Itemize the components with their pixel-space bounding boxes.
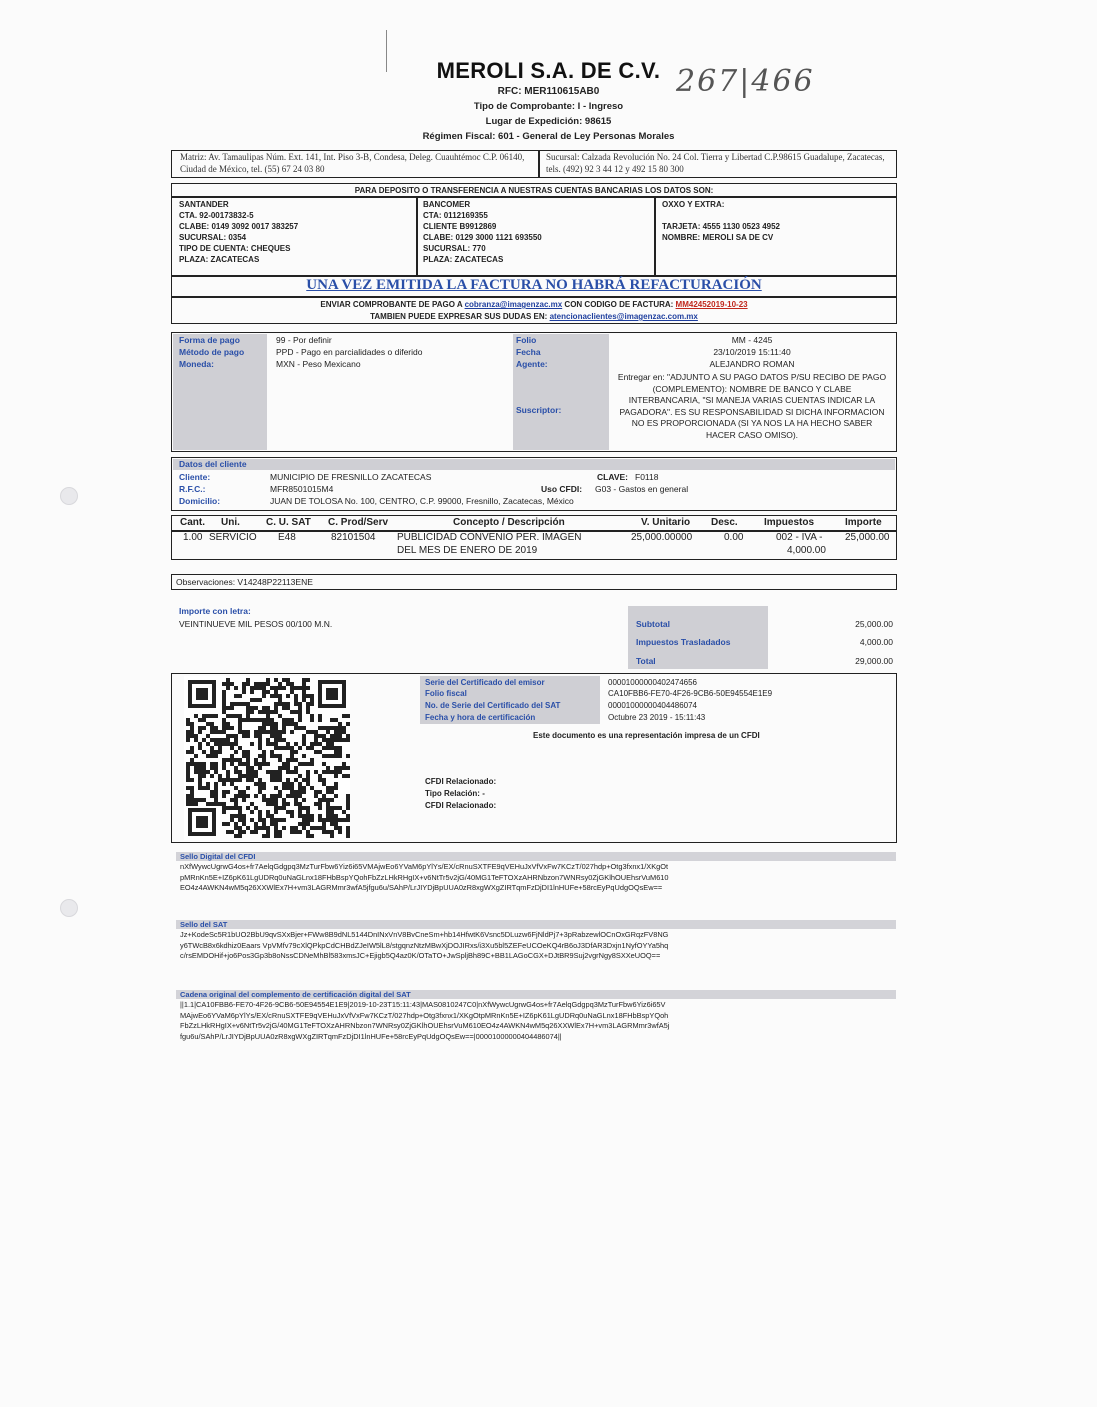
item-cusat: E48 [278,532,296,543]
folio-value: MM - 4245 [731,335,773,345]
col-header-concepto: Concepto / Descripción [453,517,565,528]
bank-title: PARA DEPOSITO O TRANSFERENCIA A NUESTRAS CUENTAS BANCARIAS LOS DATOS SON: [354,186,714,195]
company-name: MEROLI S.A. DE C.V. [436,58,661,83]
col-header-uni: Uni. [221,517,240,528]
domicilio-label: Domicilio: [179,496,221,506]
agente-value: ALEJANDRO ROMAN [709,359,795,369]
cobranza-email-link[interactable]: cobranza@imagenzac.mx [464,300,563,309]
qr-code [184,676,350,840]
folio-label: Folio [516,335,537,345]
importe-letra: VEINTINUEVE MIL PESOS 00/100 M.N. [179,619,333,629]
sello-cfdi-label: Sello Digital del CFDI [176,852,896,861]
subtotal-value: 25,000.00 [855,619,893,629]
fecha-cert-value: Octubre 23 2019 - 15:11:43 [608,713,706,722]
metodo-pago-value: PPD - Pago en parcialidades o diferido [276,347,423,357]
cadena-original-label: Cadena original del complemento de certificación digital del SAT [176,990,896,999]
moneda-label: Moneda: [179,359,214,369]
item-importe: 25,000.00 [845,532,890,543]
bank-bancomer: BANCOMER CTA: 0112169355 CLIENTE B9912869 CLABE: 0129 3000 1121 693550 SUCURSAL: 770 PLAZA: ZACATECAS [423,200,542,264]
item-impuesto-1: 002 - IVA - [776,532,823,543]
punch-hole [60,899,78,917]
folio-fiscal-label: Folio fiscal [425,689,467,698]
fecha-label: Fecha [516,347,541,357]
sucursal-address: Sucursal: Calzada Revolución No. 24 Col. Tierra y Libertad C.P.98615 Guadalupe, Zacatecas, tels. (492) 92 3 44 12 y 492 15 80 300 [546,152,885,174]
total-value: 29,000.00 [855,656,893,666]
clave-value: F0118 [635,472,659,482]
suscriptor-label: Suscriptor: [516,405,562,415]
sello-sat-label: Sello del SAT [176,920,896,929]
impuestos-label: Impuestos Trasladados [636,637,731,647]
notice-line-1: ENVIAR COMPROBANTE DE PAGO A cobranza@imagenzac.mx CON CODIGO DE FACTURA: MM42452019-10-23 [320,300,748,309]
serie-emisor-value: 00001000000402474656 [608,678,697,687]
importe-letra-label: Importe con letra: [179,606,251,616]
item-concepto-1: PUBLICIDAD CONVENIO PER. IMAGEN [397,532,582,543]
cfdi-representacion: Este documento es una representación impresa de un CFDI [533,731,760,740]
lugar-expedicion: Lugar de Expedición: 98615 [485,116,612,127]
serie-sat-value: 00001000000404486074 [608,701,697,710]
col-header-desc: Desc. [711,517,738,528]
col-header-prod: C. Prod/Serv [328,517,389,528]
observaciones: Observaciones: V14248P22113ENE [176,577,313,587]
impuestos-value: 4,000.00 [859,637,893,647]
moneda-value: MXN - Peso Mexicano [276,359,361,369]
bank-santander: SANTANDER CTA. 92-00173832-5 CLABE: 0149 3092 0017 383257 SUCURSAL: 0354 TIPO DE CUENTA: CHEQUES PLAZA: ZACATECAS [179,200,299,264]
cfdi-relacionado-2: CFDI Relacionado: [425,801,497,810]
no-refacturacion-warning: UNA VEZ EMITIDA LA FACTURA NO HABRÁ REFACTURACIÓN [306,277,762,293]
cliente-value: MUNICIPIO DE FRESNILLO ZACATECAS [270,472,432,482]
rfc-value: MFR8501015M4 [270,484,334,494]
domicilio-value: JUAN DE TOLOSA No. 100, CENTRO, C.P. 99000, Fresnillo, Zacatecas, México [270,496,574,506]
tipo-comprobante: Tipo de Comprobante: I - Ingreso [473,101,624,112]
cfdi-relacionado-1: CFDI Relacionado: [425,777,497,786]
forma-pago-label: Forma de pago [179,335,240,345]
fecha-cert-label: Fecha y hora de certificación [425,713,536,722]
item-impuesto-2: 4,000.00 [787,545,826,556]
rfc-label: R.F.C.: [179,484,206,494]
subtotal-label: Subtotal [636,619,670,629]
agente-label: Agente: [516,359,548,369]
item-concepto-2: DEL MES DE ENERO DE 2019 [397,545,538,556]
folio-fiscal-value: CA10FBB6-FE70-4F26-9CB6-50E94554E1E9 [608,689,773,698]
metodo-pago-label: Método de pago [179,347,245,357]
item-prod: 82101504 [331,532,376,543]
col-header-unitario: V. Unitario [641,517,691,528]
item-unitario: 25,000.00000 [631,532,693,543]
punch-hole [60,487,78,505]
col-header-cant: Cant. [180,517,205,528]
cadena-original-text: ||1.1|CA10FBB6-FE70-4F26-9CB6-50E94554E1E9|2019-10-23T15:11:43|MAS0810247C0|nXfWywcUgrwG4os+fr7AelqGdgpq3MzTurFbw6Yiz6i65VMAjwEo6YVaM6pYlYs/EX/cRnuSXTFE9qVEHuJxVfVxFw7KCzT/027hdp+Otg3fxnx1/XKgOtpMRnKn5E+IZ6pK61LgUDRq0uNaGLnx18FHbBspYQohFbZzLHkRHgIX+v6NtTr5v2jG/40MG1TeFTOXzAHRNbzon7WNRsy0ZjGKlhOUEhsrVuM610EO4z4AWKN4wM5q26XXWlEx7H+vm3LAGRMmr3wfA5jfgu6u/SAhP/LrJIYDjBpUUA0zR8xgWXgZIRTqmFzDjDI1lnHUFe+58rcEyPqUdgOQsEw==|00001000000404486074|| [180,1000,670,1041]
sello-cfdi-text: nXfWywcUgrwG4os+fr7AelqGdgpq3MzTurFbw6Yiz6i65VMAjwEo6YVaM6pYlYs/EX/cRnuSXTFE9qVEHuJxVfVxFw7KCzT/027hdp+Otg3fxnx1/XKgOtpMRnKn5E+IZ6pK61LgUDRq0uNaGLnx18FHbBspYQohFbZzLHkRHgIX+v6NtTr5v2jG/40MG1TeFTOXzAHRNbzon7WNRsy0ZjGKlhOUEhsrVuM610EO4z4AWKN4wM5q26XXWlEx7H+vm3LAGRMmr3wfA5jfgu6u/SAhP/LrJIYDjBpUUA0zR8xgWXgZIRTqmFzDjDI1lnHUFe+58rcEyPqUdgOQsEw== [180,862,669,892]
handwritten-note: 267|466 [676,64,815,99]
uso-cfdi-label: Uso CFDI: [541,484,583,494]
item-uni: SERVICIO [209,532,257,543]
fecha-value: 23/10/2019 15:11:40 [713,347,791,357]
col-header-cusat: C. U. SAT [266,517,311,528]
entregar-instructions: Entregar en: "ADJUNTO A SU PAGO DATOS P/SU RECIBO DE PAGO (COMPLEMENTO): NOMBRE DE BANCO Y CLABE INTERBANCARIA, "SI MANEJA VARIAS CUENTAS INDICAR LA PAGADORA". ES SU RESPONSABILIDAD SI DICHA INFORMACION NO ES PROPORCIONADA (SI YA NOS LA HA HECHO SABER HACER CASO OMISO). [617,372,887,440]
matriz-address: Matriz: Av. Tamaulipas Núm. Ext. 141, Int. Piso 3-B, Condesa, Deleg. Cuauhtémoc C.P. 06140, Ciudad de México, tel. (55) 67 24 03 80 [180,152,525,174]
bank-oxxo: OXXO Y EXTRA: TARJETA: 4555 1130 0523 4952 NOMBRE: MEROLI SA DE CV [662,200,781,242]
invoice-code: MM42452019-10-23 [675,300,748,309]
sello-sat-text: Jz+KodeSc5R1bUO2BbU9qvSXxBjer+FWw8B9dNL5144DnINxVnV8BvCneSm+hb14HfwtK6Vsnc5DLuzw6FjNldPj7+3pRabzewlOCnOxGRqzFV8NGy6TWcB8x6kdhiz0Eaars VpVMfv79cXlQPkpCdCHBdZJeIW5lL8/stgqnzNtzMBwXjDOJIRxs/i3Xu5bl5ZEFeUCOeKQ4rB6oJ3DfAR3Dxjn1NyfOYYa5hqc/rsEMDOHif+jo6Pos3Gp3b8oNssCDNeMhBl583xmsJC+Ejigb5Q4az0K/OTaTO+JwSpljBh89C+BB1LAGoCGX+DJtBR9Suj2vgrNgy8SXXeUOQ== [180,930,669,960]
item-desc: 0.00 [724,532,744,543]
serie-emisor-label: Serie del Certificado del emisor [425,678,545,687]
clave-label: CLAVE: [597,472,629,482]
col-header-importe: Importe [845,517,882,528]
total-label: Total [636,656,656,666]
forma-pago-value: 99 - Por definir [276,335,332,345]
cliente-label: Cliente: [179,472,211,482]
tipo-relacion: Tipo Relación: - [425,789,485,798]
item-cant: 1.00 [183,532,203,543]
regimen-fiscal: Régimen Fiscal: 601 - General de Ley Personas Morales [422,131,675,142]
company-rfc: RFC: MER110615AB0 [497,86,600,97]
notice-line-2: TAMBIEN PUEDE EXPRESAR SUS DUDAS EN: atencionaclientes@imagenzac.com.mx [370,312,698,321]
uso-cfdi-value: G03 - Gastos en general [595,484,689,494]
client-section-title: Datos del cliente [173,459,895,470]
serie-sat-label: No. de Serie del Certificado del SAT [425,701,561,710]
atencion-email-link[interactable]: atencionaclientes@imagenzac.com.mx [549,312,698,321]
col-header-impuestos: Impuestos [764,517,815,528]
